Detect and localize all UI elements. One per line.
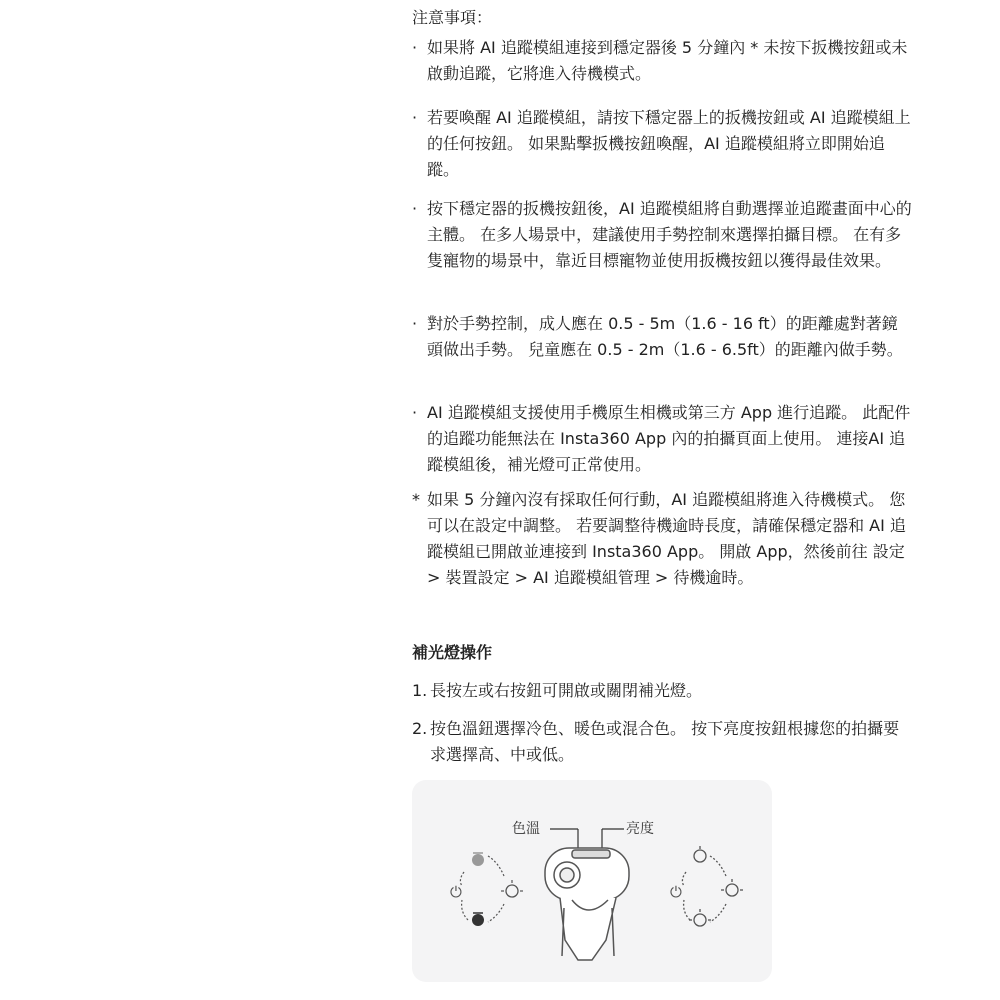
bullet-mark: · [412,108,418,127]
note-item [412,400,912,478]
section-title: 補光燈操作 [412,643,493,662]
asterisk-mark: * [412,490,420,509]
notes-title: 注意事項： [412,8,493,27]
power-icon-left: ⏻ [450,883,462,901]
color-temp-label: 色溫 [512,821,540,837]
note-text: 對於手勢控制，成人應在 0.5 - 5m（1.6 - 16 ft）的距離處對著鏡頭做出手勢。 兒童應在 0.5 - 2m（1.6 - 6.5ft）的距離內做手勢。 [427,314,903,359]
step-text: 按色溫鈕選擇冷色、暖色或混合色。 按下亮度按鈕根據您的拍攝要求選擇高、中或低。 [430,719,900,764]
bullet-mark: · [412,38,418,57]
footnote-text: 如果 5 分鐘內沒有採取任何行動，AI 追蹤模組將進入待機模式。 您可以在設定中調整。 若要調整待機逾時長度，請確保穩定器和 AI 追蹤模組已開啟並連接到 Insta360 App。 開啟 App，然後前往 設定 > 裝置設定 > AI 追蹤模組管理 > 待機逾時。 [427,490,906,587]
note-item [412,105,912,183]
note-text: 如果將 AI 追蹤模組連接到穩定器後 5 分鐘內 * 未按下扳機按鈕或未啟動追蹤，它將進入待機模式。 [427,38,908,83]
ai-tracker-device [545,848,629,960]
step-number: 1. [412,681,428,700]
bullet-mark: · [412,314,418,333]
power-icon-right: ⏻ [670,883,682,901]
device-illustration [412,780,772,982]
step-text: 長按左或右按鈕可開啟或關閉補光燈。 [430,681,703,700]
note-text: 按下穩定器的扳機按鈕後，AI 追蹤模組將自動選擇並追蹤畫面中心的主體。 在多人場景中，建議使用手勢控制來選擇拍攝目標。 在有多隻寵物的場景中，靠近目標寵物並使用扳機按鈕以獲得最佳效果。 [427,199,912,270]
color-temp-cycle [460,853,523,926]
step-item [412,716,912,768]
note-item [412,35,912,87]
note-text: AI 追蹤模組支援使用手機原生相機或第三方 App 進行追蹤。 此配件的追蹤功能無法在 Insta360 App 內的拍攝頁面上使用。 連接AI 追蹤模組後，補光燈可正常使用。 [427,403,911,474]
step-number: 2. [412,719,428,738]
note-text: 若要喚醒 AI 追蹤模組，請按下穩定器上的扳機按鈕或 AI 追蹤模組上的任何按鈕。 如果點擊扳機按鈕喚醒，AI 追蹤模組將立即開始追蹤。 [427,108,911,179]
brightness-cycle [682,846,743,926]
bullet-mark: · [412,403,418,422]
bullet-mark: · [412,199,418,218]
fill-light-diagram [412,780,772,982]
footnote [412,487,912,591]
brightness-label: 亮度 [626,821,654,837]
step-item [412,678,912,704]
note-item [412,311,912,363]
note-item [412,196,912,274]
